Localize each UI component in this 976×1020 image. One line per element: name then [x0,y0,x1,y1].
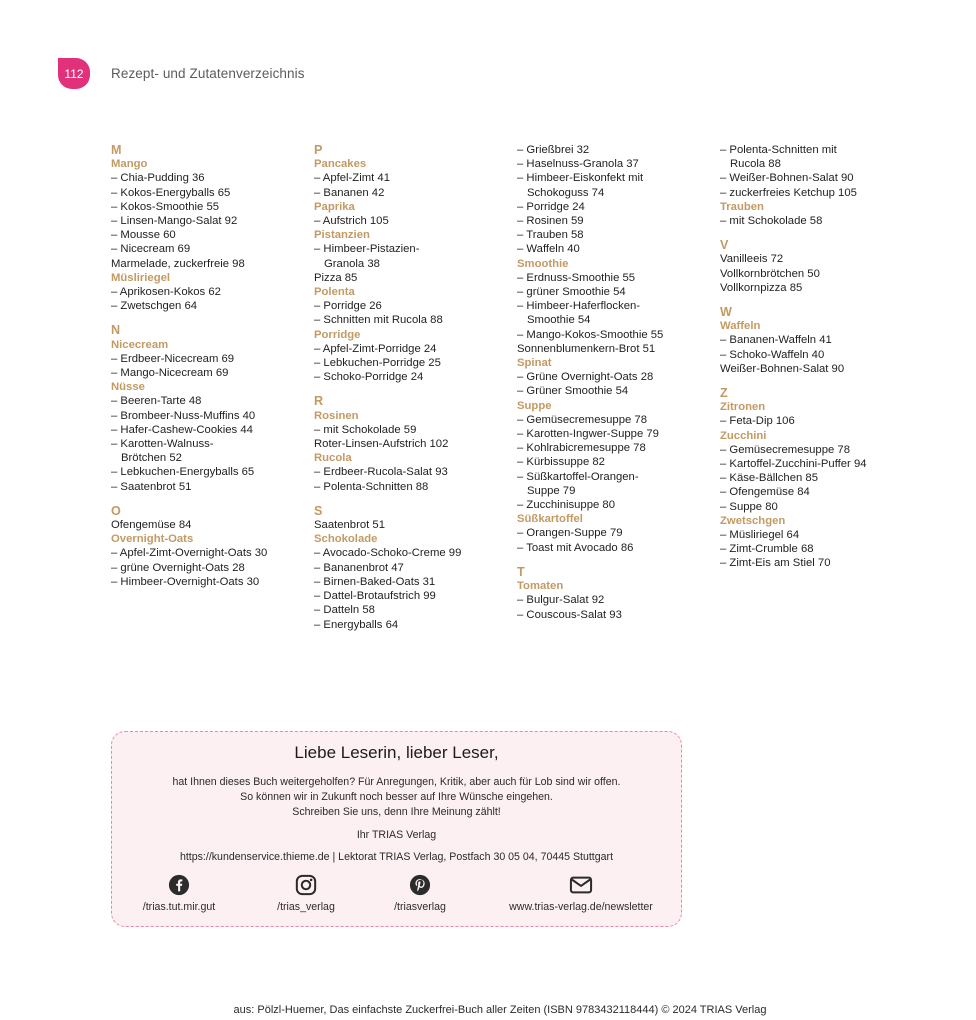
index-letter-heading: V [720,238,729,253]
reader-box-signature: Ihr TRIAS Verlag [356,829,437,841]
index-entry: – Porridge 26 [314,300,382,313]
index-letter-heading: O [111,503,121,518]
facebook-icon [168,874,190,896]
index-entry: – Zimt-Crumble 68 [720,543,814,556]
index-entry: – Gemüsecremesuppe 78 [517,413,647,426]
index-entry: Saatenbrot 51 [314,519,385,532]
section-spacer [314,494,514,504]
social-label: /triasverlag [394,901,446,913]
index-category: Zwetschgen [720,514,786,527]
index-category: Schokolade [314,533,378,546]
index-entry: – Himbeer-Pistazien- [314,243,420,256]
index-column-3 [517,143,717,622]
social-link-pinterest[interactable] [380,874,460,913]
index-entry: – Grüner Smoothie 54 [517,385,629,398]
section-spacer [111,494,311,504]
index-entry: – grüner Smoothie 54 [517,286,626,299]
index-entry: – Chia-Pudding 36 [111,172,205,185]
index-entry: Vollkornbrötchen 50 [720,267,820,280]
index-entry: Pizza 85 [314,271,358,284]
social-link-facebook[interactable] [136,874,222,913]
index-letter-heading: S [314,503,323,518]
index-entry: – Himbeer-Overnight-Oats 30 [111,575,260,588]
index-entry: – Gemüsecremesuppe 78 [720,443,850,456]
index-entry: – Kokos-Energyballs 65 [111,186,231,199]
index-entry: – Himbeer-Haferflocken- [517,300,641,313]
index-entry: – Zwetschgen 64 [111,300,198,313]
index-entry: – Bananen 42 [314,186,385,199]
index-entry: – Weißer-Bohnen-Salat 90 [720,172,854,185]
index-category: Rucola [314,452,352,465]
reader-box-contact[interactable]: https://kundenservice.thieme.de | Lektorat TRIAS Verlag, Postfach 30 05 04, 70445 Stuttgart [179,851,614,863]
index-category: Rosinen [314,409,359,422]
social-link-newsletter[interactable] [496,874,666,913]
index-entry: Sonnenblumenkern-Brot 51 [517,342,656,355]
index-letter-heading: P [314,143,323,157]
reader-box-heading: Liebe Leserin, lieber Leser, [294,743,499,762]
index-entry: – Kartoffel-Zucchini-Puffer 94 [720,458,867,471]
index-entry: – Zucchinisuppe 80 [517,499,615,512]
index-letter-heading: T [517,564,525,579]
index-entry: – Zimt-Eis am Stiel 70 [720,557,831,570]
index-entry: – Aprikosen-Kokos 62 [111,286,221,299]
index-entry: – Haselnuss-Granola 37 [517,158,639,171]
reader-box-line: So können wir in Zukunft noch besser auf Ihre Wünsche eingehen. [240,791,553,803]
index-entry: – Avocado-Schoko-Creme 99 [314,547,462,560]
index-category: Zucchini [720,429,767,442]
reader-box-text [112,775,681,820]
index-entry: Weißer-Bohnen-Salat 90 [720,362,845,375]
index-entry: – Apfel-Zimt-Overnight-Oats 30 [111,547,268,560]
index-entry: – Erdbeer-Nicecream 69 [111,352,235,365]
page-number-badge [58,58,90,89]
index-entry: – Datteln 58 [314,604,375,617]
index-letter-heading: M [111,143,122,157]
page-number: 112 [64,66,84,81]
index-column-4 [720,143,920,571]
index-category: Nüsse [111,381,145,394]
index-entry: – Aufstrich 105 [314,215,389,228]
index-entry: – Suppe 80 [720,500,778,513]
social-label: www.trias-verlag.de/newsletter [509,901,653,913]
index-entry: – Trauben 58 [517,229,584,242]
index-entry: – Energyballs 64 [314,618,399,631]
index-entry: – Bulgur-Salat 92 [517,594,605,607]
index-entry: – Linsen-Mango-Salat 92 [111,215,238,228]
index-entry: – Toast mit Avocado 86 [517,541,634,554]
section-spacer [517,555,717,565]
social-label: /trias.tut.mir.gut [142,901,216,913]
index-entry: – Dattel-Brotaufstrich 99 [314,590,436,603]
index-entry: – Mango-Nicecream 69 [111,367,229,380]
reader-box-line: hat Ihnen dieses Buch weitergeholfen? Für Anregungen, Kritik, aber auch für Lob sind wir offen. [172,776,621,788]
index-entry: – Rosinen 59 [517,215,584,228]
index-entry: – Süßkartoffel-Orangen- [517,470,639,483]
index-entry: – Lebkuchen-Porridge 25 [314,357,441,370]
index-category: Mango [111,158,148,171]
index-entry: Rucola 88 [730,158,781,171]
index-entry: – mit Schokolade 59 [314,423,417,436]
reader-feedback-box [111,731,682,927]
index-category: Süßkartoffel [517,513,583,526]
index-entry: – Bananenbrot 47 [314,561,404,574]
social-links [112,874,681,922]
index-entry: – Müsliriegel 64 [720,529,800,542]
index-entry: – Karotten-Walnuss- [111,438,214,451]
index-entry: Roter-Linsen-Aufstrich 102 [314,438,449,451]
index-letter-heading: R [314,394,324,409]
index-column-2 [314,143,514,632]
section-spacer [720,295,920,305]
index-entry: Schokoguss 74 [527,186,605,199]
index-entry: – Lebkuchen-Energyballs 65 [111,466,255,479]
index-entry: Vollkornpizza 85 [720,281,803,294]
section-spacer [720,228,920,238]
index-category: Porridge [314,328,361,341]
index-entry: – Erdnuss-Smoothie 55 [517,271,636,284]
index-entry: – Beeren-Tarte 48 [111,395,202,408]
index-entry: – Schoko-Porridge 24 [314,371,424,384]
index-category: Zitronen [720,401,766,414]
index-category: Pancakes [314,158,367,171]
index-category: Polenta [314,286,355,299]
index-entry: Ofengemüse 84 [111,519,192,532]
index-category: Nicecream [111,338,169,351]
index-entry: – Brombeer-Nuss-Muffins 40 [111,409,256,422]
index-entry: – Nicecream 69 [111,243,191,256]
index-entry: – Schnitten mit Rucola 88 [314,314,443,327]
section-spacer [314,384,514,394]
index-category: Müsliriegel [111,271,171,284]
section-spacer [111,313,311,323]
index-entry: – Schoko-Waffeln 40 [720,348,825,361]
index-entry: – Mousse 60 [111,229,176,242]
index-entry: – Apfel-Zimt 41 [314,172,390,185]
index-entry: – Käse-Bällchen 85 [720,472,818,485]
index-column-1 [111,143,311,589]
index-entry: Suppe 79 [527,484,576,497]
index-letter-heading: Z [720,386,728,401]
index-category: Tomaten [517,580,564,593]
index-entry: – Grießbrei 32 [517,144,590,156]
index-entry: – Himbeer-Eiskonfekt mit [517,172,644,185]
index-entry: – Kohlrabicremesuppe 78 [517,442,646,455]
index-entry: – Waffeln 40 [517,243,580,256]
index-entry: – Orangen-Suppe 79 [517,527,623,540]
index-category: Waffeln [720,320,761,333]
index-entry: Brötchen 52 [121,452,182,465]
index-entry: – zuckerfreies Ketchup 105 [720,186,857,199]
index-category: Pistanzien [314,229,370,242]
index-entry: Marmelade, zuckerfreie 98 [111,257,245,270]
index-category: Trauben [720,200,764,213]
reader-box-line: Schreiben Sie uns, denn Ihre Meinung zählt! [292,806,501,818]
index-entry: – Birnen-Baked-Oats 31 [314,575,436,588]
index-category: Paprika [314,200,355,213]
index-entry: Smoothie 54 [527,314,591,327]
mail-icon [569,874,593,896]
index-entry: – Hafer-Cashew-Cookies 44 [111,423,253,436]
pinterest-icon [409,874,431,896]
index-entry: – Saatenbrot 51 [111,480,192,493]
index-entry: – Porridge 24 [517,200,585,213]
index-entry: – mit Schokolade 58 [720,215,823,228]
source-footer: aus: Pölzl-Huemer, Das einfachste Zuckerfrei-Buch aller Zeiten (ISBN 9783432118444) © 2024 TRIAS Verlag [233,1004,767,1016]
index-entry: – Erdbeer-Rucola-Salat 93 [314,466,448,479]
index-entry: Granola 38 [324,257,380,270]
section-spacer [720,376,920,386]
running-title: Rezept- und Zutatenverzeichnis [111,66,305,81]
index-category: Spinat [517,357,552,370]
index-category: Overnight-Oats [111,533,194,546]
index-entry: – grüne Overnight-Oats 28 [111,561,245,574]
index-letter-heading: W [720,305,732,320]
index-entry: Vanilleeis 72 [720,253,784,266]
index-entry: – Apfel-Zimt-Porridge 24 [314,342,437,355]
index-entry: – Karotten-Ingwer-Suppe 79 [517,428,659,441]
index-entry: – Polenta-Schnitten 88 [314,480,429,493]
social-link-instagram[interactable] [264,874,348,913]
social-label: /trias_verlag [277,901,335,913]
index-letter-heading: N [111,323,121,338]
index-entry: – Feta-Dip 106 [720,415,795,428]
index-category: Suppe [517,399,552,412]
index-entry: – Mango-Kokos-Smoothie 55 [517,328,664,341]
index-entry: – Ofengemüse 84 [720,486,810,499]
index-entry: – Grüne Overnight-Oats 28 [517,371,654,384]
index-entry: – Bananen-Waffeln 41 [720,334,832,347]
index-entry: – Polenta-Schnitten mit [720,144,837,156]
index-entry: – Kürbissuppe 82 [517,456,605,469]
index-entry: – Kokos-Smoothie 55 [111,200,220,213]
index-entry: – Couscous-Salat 93 [517,608,622,621]
instagram-icon [295,874,317,896]
index-category: Smoothie [517,257,569,270]
